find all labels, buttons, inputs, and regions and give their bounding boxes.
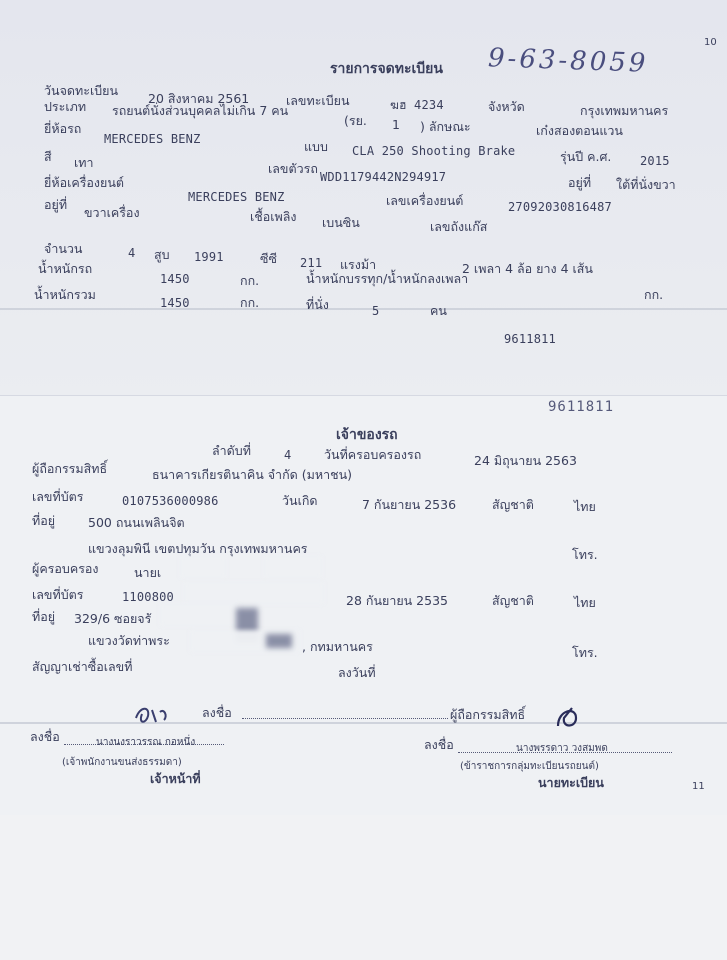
sign-date-label: ลงวันที่ (338, 665, 376, 680)
engine-loc-label: อยู่ที่ (44, 197, 68, 212)
left-signer-position: (เจ้าพนักงานขนส่งธรรมดา) (62, 757, 182, 768)
serial-number: 9611811 (504, 332, 556, 346)
gross-weight: 1450 (160, 296, 190, 310)
holder-label: ผู้ครอบครอง (32, 561, 99, 576)
owner-label: ผู้ถือกรรมสิทธิ์ (32, 461, 108, 476)
possess-date-label: วันที่ครอบครองรถ (324, 447, 422, 462)
dob: 7 กันยายน 2536 (362, 497, 457, 512)
color-label: สี (44, 149, 52, 164)
possess-date: 24 มิถุนายน 2563 (474, 453, 577, 468)
year: 2015 (640, 154, 670, 168)
page-number: 11 (692, 781, 705, 792)
rs-label: (รย. (344, 113, 367, 128)
cc: 1991 (194, 250, 224, 264)
cylinders: 4 (128, 246, 136, 260)
cc-unit: ซีซี (260, 251, 277, 266)
province-label: จังหวัด (488, 99, 525, 114)
fold-line (0, 308, 727, 310)
redaction-blur (266, 634, 292, 648)
handwritten-number: 9-63-8059 (487, 43, 649, 79)
card-label: เลขที่บัตร (32, 489, 84, 504)
lease-label: สัญญาเช่าซื้อเลขที่ (32, 659, 133, 674)
seats: 5 (372, 304, 380, 318)
color: เทา (74, 155, 94, 170)
year-label: รุ่นปี ค.ศ. (560, 149, 612, 164)
chassis-loc-label: อยู่ที่ (568, 175, 592, 190)
chassis-label: เลขตัวรถ (268, 161, 318, 176)
left-signer-role: เจ้าหน้าที่ (150, 771, 201, 786)
serial-number-offset: 9611811 (548, 399, 615, 415)
holder-name: นายเ (134, 565, 162, 580)
owner-name: ธนาคารเกียรตินาคิน จำกัด (มหาชน) (152, 467, 353, 482)
engine-no-label: เลขเครื่องยนต์ (386, 193, 464, 208)
page-number: 10 (704, 37, 717, 48)
model-label: แบบ (304, 139, 328, 154)
card-number: 0107536000986 (122, 494, 219, 508)
weight: 1450 (160, 272, 190, 286)
load-label: น้ำหนักบรรทุก/น้ำหนักลงเพลา (306, 271, 469, 286)
card2-number: 1100800 (122, 590, 174, 604)
weight-unit: กก. (240, 273, 260, 288)
weight-label: น้ำหนักรถ (38, 261, 93, 276)
type-label: ประเภท (44, 99, 87, 114)
plate: ฆฮ 4234 (390, 98, 444, 112)
registration-title: รายการจดทะเบียน (330, 61, 443, 77)
right-sign-label: ลงชื่อ (424, 737, 454, 752)
vehicle-type: รถยนต์นั่งส่วนบุคคลไม่เกิน 7 คน (112, 103, 289, 118)
chassis-number: WDD1179442N294917 (320, 170, 447, 184)
order-label: ลำดับที่ (212, 443, 251, 458)
load-unit: กก. (644, 287, 664, 302)
hp-unit: แรงม้า (340, 257, 377, 272)
seats-unit: คน (430, 303, 447, 318)
cylinder-label: จำนวน (44, 241, 83, 256)
nationality2-label: สัญชาติ (492, 593, 534, 608)
owner-sig-caption: ผู้ถือกรรมสิทธิ์ (450, 707, 526, 722)
order: 4 (284, 448, 292, 462)
fuel-label: เชื้อเพลิง (250, 209, 297, 224)
body-style: เก๋งสองตอนแวน (536, 123, 623, 138)
gas-tank-label: เลขถังแก๊ส (430, 219, 488, 234)
rs-value: 1 (392, 117, 400, 132)
style-label: ) ลักษณะ (420, 119, 471, 134)
plate-label: เลขทะเบียน (286, 93, 350, 108)
engine-number: 27092030816487 (508, 200, 612, 214)
signature-scribble (550, 700, 584, 738)
address-line-2: แขวงลุมพินี เขตปทุมวัน กรุงเทพมหานคร (88, 541, 308, 556)
redaction-blur (180, 556, 226, 578)
left-sign-label: ลงชื่อ (30, 729, 60, 744)
card2-label: เลขที่บัตร (32, 587, 84, 602)
chassis-location: ใต้ที่นั่งขวา (616, 177, 676, 192)
right-signer-role: นายทะเบียน (538, 775, 604, 790)
nationality-label: สัญชาติ (492, 497, 534, 512)
redaction-blur (184, 582, 324, 604)
right-signer-name: นางพรรดาว วงสมพด (516, 743, 608, 754)
axle-info: 2 เพลา 4 ล้อ ยาง 4 เส้น (462, 261, 593, 276)
holder-address-1: 329/6 ซอยจรั (74, 611, 152, 626)
fold-line (0, 722, 727, 724)
gross-weight-label: น้ำหนักรวม (34, 287, 96, 302)
redaction-blur (160, 604, 240, 626)
right-signer-position: (ข้าราชการกลุ่มทะเบียนรถยนต์) (460, 761, 599, 772)
nationality: ไทย (574, 499, 596, 514)
cylinder-unit: สูบ (154, 247, 170, 262)
owner-title: เจ้าของรถ (336, 427, 398, 443)
dob2: 28 กันยายน 2535 (346, 593, 448, 608)
redaction-blur (264, 556, 322, 578)
gross-unit: กก. (240, 295, 260, 310)
holder-address-2: แขวงวัดท่าพระ (88, 633, 170, 648)
left-signer-name: นางนงราวรรณ กอหนึ่ง (96, 737, 196, 748)
tel-label: โทร. (572, 547, 598, 562)
horsepower: 211 (300, 256, 323, 270)
engine-location: ขวาเครื่อง (84, 205, 140, 220)
reg-date-label: วันจดทะเบียน (44, 83, 119, 98)
bottom-paper (0, 815, 727, 960)
nationality2: ไทย (574, 595, 596, 610)
dob-label: วันเกิด (282, 493, 318, 508)
signature-line (242, 718, 448, 719)
signature-scribble (130, 700, 180, 734)
tel2-label: โทร. (572, 645, 598, 660)
holder-address-label: ที่อยู่ (32, 609, 56, 624)
engine-brand: MERCEDES BENZ (188, 190, 285, 204)
fuel: เบนซิน (322, 215, 360, 230)
province: กรุงเทพมหานคร (580, 103, 669, 118)
sign-label: ลงชื่อ (202, 705, 232, 720)
engine-brand-label: ยี่ห้อเครื่องยนต์ (44, 175, 125, 190)
address-label: ที่อยู่ (32, 513, 56, 528)
seats-label: ที่นั่ง (306, 297, 329, 312)
address-line-1: 500 ถนนเพลินจิต (88, 515, 185, 530)
brand-label: ยี่ห้อรถ (44, 121, 82, 136)
holder-address-3: , กทมหานคร (302, 639, 373, 654)
model: CLA 250 Shooting Brake (352, 144, 516, 158)
reg-date: 20 สิงหาคม 2561 (148, 91, 250, 106)
brand: MERCEDES BENZ (104, 132, 201, 146)
